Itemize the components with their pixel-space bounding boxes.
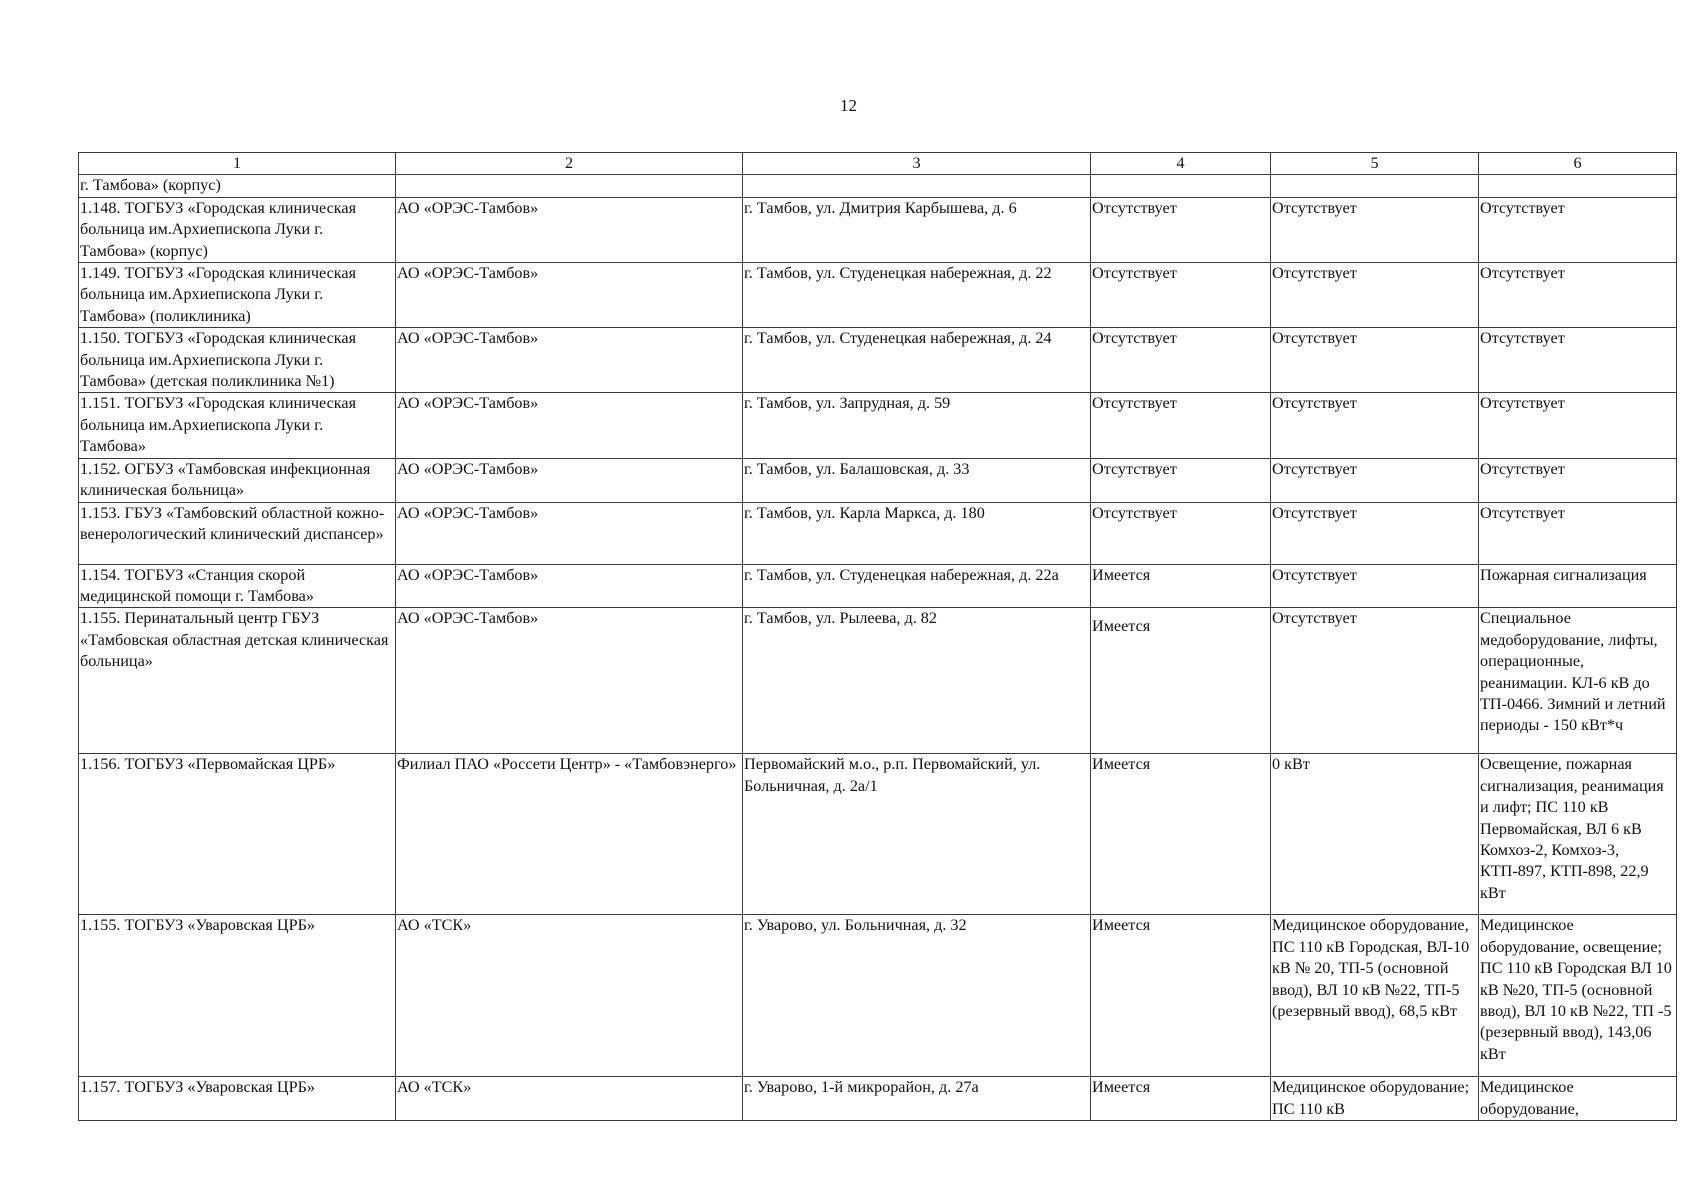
header-col-3: 3 bbox=[743, 153, 1091, 175]
table-cell-col-5: Отсутствует bbox=[1271, 458, 1479, 502]
table-cell-col-2 bbox=[396, 175, 743, 197]
table-cell-col-6: Отсутствует bbox=[1479, 502, 1677, 564]
table-cell-col-1: 1.150. ТОГБУЗ «Городская клиническая больница им.Архиепископа Луки г. Тамбова» (детская поликлиника №1) bbox=[79, 328, 396, 393]
table-cell-col-5: Отсутствует bbox=[1271, 328, 1479, 393]
table-row bbox=[79, 175, 1677, 197]
table-cell-col-2: АО «ТСК» bbox=[396, 1077, 743, 1121]
table-cell-col-3: Первомайский м.о., р.п. Первомайский, ул. Больничная, д. 2а/1 bbox=[743, 754, 1091, 915]
table-row bbox=[79, 328, 1677, 393]
table-cell-col-3 bbox=[743, 175, 1091, 197]
table-cell-col-5: Отсутствует bbox=[1271, 393, 1479, 458]
table-row bbox=[79, 1077, 1677, 1121]
table-cell-col-2: АО «ОРЭС-Тамбов» bbox=[396, 564, 743, 608]
table-row bbox=[79, 502, 1677, 564]
table-cell-col-5: 0 кВт bbox=[1271, 754, 1479, 915]
table-cell-col-3: г. Тамбов, ул. Рылеева, д. 82 bbox=[743, 608, 1091, 754]
table-row bbox=[79, 564, 1677, 608]
facilities-table bbox=[78, 152, 1677, 1121]
table-cell-col-5: Отсутствует bbox=[1271, 197, 1479, 262]
table-cell-col-2: АО «ОРЭС-Тамбов» bbox=[396, 263, 743, 328]
table-cell-col-6: Медицинское оборудование, bbox=[1479, 1077, 1677, 1121]
table-cell-col-4: Отсутствует bbox=[1091, 458, 1271, 502]
table-cell-col-1: 1.151. ТОГБУЗ «Городская клиническая больница им.Архиепископа Луки г. Тамбова» bbox=[79, 393, 396, 458]
header-col-2: 2 bbox=[396, 153, 743, 175]
table-cell-col-3: г. Тамбов, ул. Балашовская, д. 33 bbox=[743, 458, 1091, 502]
table-cell-col-1: 1.154. ТОГБУЗ «Станция скорой медицинской помощи г. Тамбова» bbox=[79, 564, 396, 608]
table-row bbox=[79, 915, 1677, 1077]
table-cell-col-2: АО «ОРЭС-Тамбов» bbox=[396, 197, 743, 262]
table-cell-col-1: 1.155. Перинатальный центр ГБУЗ «Тамбовская областная детская клиническая больница» bbox=[79, 608, 396, 754]
table-cell-col-6: Отсутствует bbox=[1479, 458, 1677, 502]
table-cell-col-1: 1.152. ОГБУЗ «Тамбовская инфекционная клиническая больница» bbox=[79, 458, 396, 502]
table-header-row bbox=[79, 153, 1677, 175]
page-number: 12 bbox=[840, 96, 857, 115]
table-row bbox=[79, 608, 1677, 754]
header-col-6: 6 bbox=[1479, 153, 1677, 175]
table-cell-col-5: Отсутствует bbox=[1271, 608, 1479, 754]
table-cell-col-1: г. Тамбова» (корпус) bbox=[79, 175, 396, 197]
table-cell-col-1: 1.157. ТОГБУЗ «Уваровская ЦРБ» bbox=[79, 1077, 396, 1121]
table-row bbox=[79, 393, 1677, 458]
table-cell-col-4: Отсутствует bbox=[1091, 502, 1271, 564]
table-cell-col-5: Медицинское оборудование, ПС 110 кВ Городская, ВЛ-10 кВ № 20, ТП-5 (основной ввод), ВЛ 10 кВ №22, ТП-5 (резервный ввод), 68,5 кВт bbox=[1271, 915, 1479, 1077]
table-cell-col-1: 1.153. ГБУЗ «Тамбовский областной кожно-венерологический клинический диспансер» bbox=[79, 502, 396, 564]
table-cell-col-1: 1.148. ТОГБУЗ «Городская клиническая больница им.Архиепископа Луки г. Тамбова» (корпус) bbox=[79, 197, 396, 262]
table-cell-col-3: г. Уварово, 1-й микрорайон, д. 27а bbox=[743, 1077, 1091, 1121]
table-cell-col-6 bbox=[1479, 175, 1677, 197]
table-cell-col-4: Имеется bbox=[1091, 754, 1271, 915]
table-cell-col-2: АО «ОРЭС-Тамбов» bbox=[396, 328, 743, 393]
table-cell-col-2: АО «ОРЭС-Тамбов» bbox=[396, 458, 743, 502]
table-row bbox=[79, 263, 1677, 328]
table-cell-col-6: Отсутствует bbox=[1479, 393, 1677, 458]
table-cell-col-4: Отсутствует bbox=[1091, 393, 1271, 458]
table-cell-col-1: 1.155. ТОГБУЗ «Уваровская ЦРБ» bbox=[79, 915, 396, 1077]
table-cell-col-3: г. Тамбов, ул. Студенецкая набережная, д. 22а bbox=[743, 564, 1091, 608]
table-cell-col-6: Медицинское оборудование, освещение; ПС 110 кВ Городская ВЛ 10 кВ №20, ТП-5 (основной ввод), ВЛ 10 кВ №22, ТП -5 (резервный ввод), 143,06 кВт bbox=[1479, 915, 1677, 1077]
header-col-1: 1 bbox=[79, 153, 396, 175]
table-cell-col-5: Медицинское оборудование; ПС 110 кВ bbox=[1271, 1077, 1479, 1121]
table-cell-col-2: АО «ТСК» bbox=[396, 915, 743, 1077]
table-cell-col-5: Отсутствует bbox=[1271, 502, 1479, 564]
table-cell-col-3: г. Тамбов, ул. Карла Маркса, д. 180 bbox=[743, 502, 1091, 564]
table-cell-col-6: Отсутствует bbox=[1479, 197, 1677, 262]
table-cell-col-4: Имеется bbox=[1091, 564, 1271, 608]
table-cell-col-4: Имеется bbox=[1091, 1077, 1271, 1121]
table-cell-col-3: г. Тамбов, ул. Студенецкая набережная, д. 22 bbox=[743, 263, 1091, 328]
table-row bbox=[79, 197, 1677, 262]
table-cell-col-5: Отсутствует bbox=[1271, 564, 1479, 608]
table-cell-col-4 bbox=[1091, 175, 1271, 197]
table-cell-col-4: Отсутствует bbox=[1091, 197, 1271, 262]
table-cell-col-4: Отсутствует bbox=[1091, 263, 1271, 328]
header-col-5: 5 bbox=[1271, 153, 1479, 175]
table-cell-col-3: г. Тамбов, ул. Студенецкая набережная, д. 24 bbox=[743, 328, 1091, 393]
table-row bbox=[79, 458, 1677, 502]
header-col-4: 4 bbox=[1091, 153, 1271, 175]
table-cell-col-1: 1.156. ТОГБУЗ «Первомайская ЦРБ» bbox=[79, 754, 396, 915]
table-cell-col-4: Отсутствует bbox=[1091, 328, 1271, 393]
table-cell-col-6: Освещение, пожарная сигнализация, реанимация и лифт; ПС 110 кВ Первомайская, ВЛ 6 кВ Комхоз-2, Комхоз-3, КТП-897, КТП-898, 22,9 кВт bbox=[1479, 754, 1677, 915]
table-cell-col-3: г. Тамбов, ул. Дмитрия Карбышева, д. 6 bbox=[743, 197, 1091, 262]
table-cell-col-5: Отсутствует bbox=[1271, 263, 1479, 328]
table-cell-col-3: г. Тамбов, ул. Запрудная, д. 59 bbox=[743, 393, 1091, 458]
table-cell-col-6: Специальное медоборудование, лифты, операционные, реанимации. КЛ-6 кВ до ТП-0466. Зимний и летний периоды - 150 кВт*ч bbox=[1479, 608, 1677, 754]
table-cell-col-6: Отсутствует bbox=[1479, 263, 1677, 328]
table-cell-col-4: Имеется bbox=[1091, 608, 1271, 754]
table-row bbox=[79, 754, 1677, 915]
table-cell-col-2: Филиал ПАО «Россети Центр» - «Тамбовэнерго» bbox=[396, 754, 743, 915]
table-cell-col-2: АО «ОРЭС-Тамбов» bbox=[396, 393, 743, 458]
table-cell-col-6: Отсутствует bbox=[1479, 328, 1677, 393]
table-cell-col-6: Пожарная сигнализация bbox=[1479, 564, 1677, 608]
table-cell-col-4: Имеется bbox=[1091, 915, 1271, 1077]
table-cell-col-2: АО «ОРЭС-Тамбов» bbox=[396, 502, 743, 564]
table-cell-col-5 bbox=[1271, 175, 1479, 197]
table-cell-col-3: г. Уварово, ул. Больничная, д. 32 bbox=[743, 915, 1091, 1077]
table-cell-col-1: 1.149. ТОГБУЗ «Городская клиническая больница им.Архиепископа Луки г. Тамбова» (поликлиника) bbox=[79, 263, 396, 328]
table-cell-col-2: АО «ОРЭС-Тамбов» bbox=[396, 608, 743, 754]
